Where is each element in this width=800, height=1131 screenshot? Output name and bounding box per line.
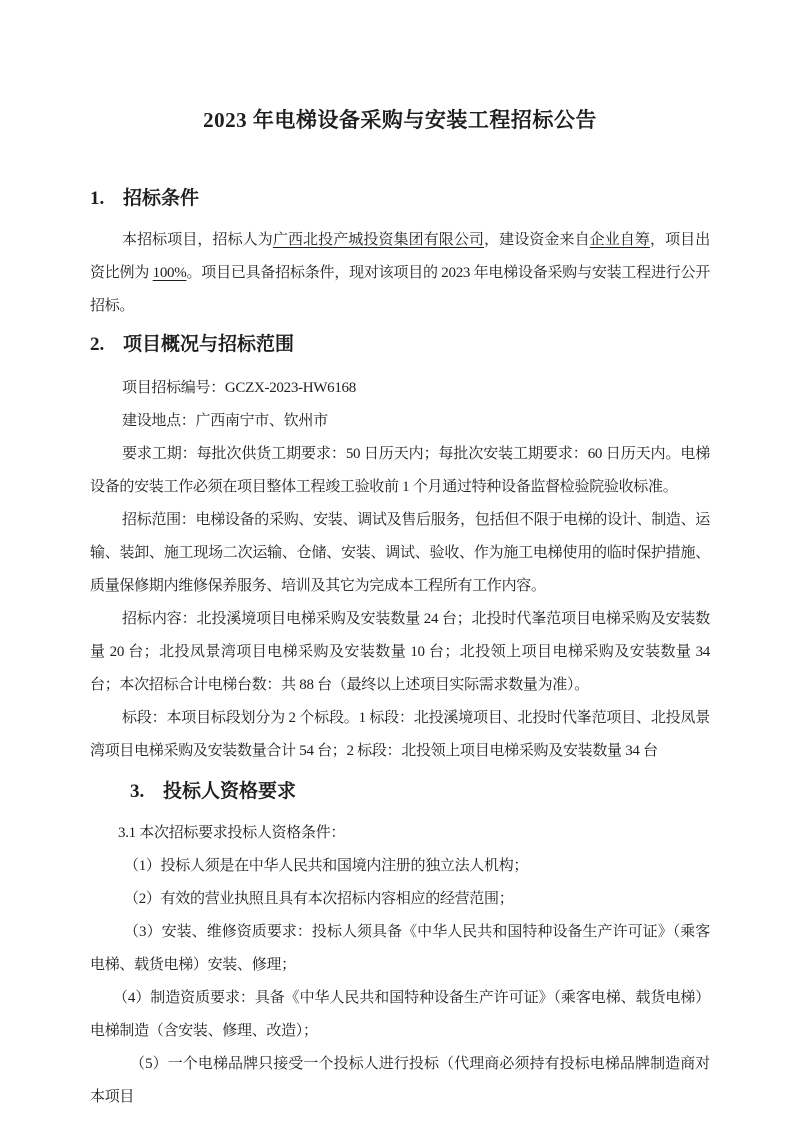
intro-text-4: 。项目已具备招标条件，现对该项目的 2023 年电梯设备采购与安装工程进行公开招标。: [90, 265, 710, 314]
funding-ratio-underlined: 100%: [152, 265, 187, 281]
section-3-number: 3.: [130, 781, 145, 802]
tender-scope-paragraph: 招标范围：电梯设备的采购、安装、调试及售后服务，包括但不限于电梯的设计、制造、运输、装卸、施工现场二次运输、仓储、安装、调试、验收、作为施工电梯使用的临时保护措施、质量保修期内维修保养服务、培训及其它为完成本工程所有工作内容。: [90, 512, 711, 594]
section-1-number: 1.: [90, 188, 105, 209]
section-1-heading-text: 招标条件: [123, 188, 200, 209]
tenderer-name-underlined: 广西北投产城投资集团有限公司: [272, 232, 485, 248]
intro-text-3: ，项目出资比例为: [90, 232, 710, 281]
project-code-paragraph: 项目招标编号：GCZX-2023-HW6168: [122, 380, 356, 396]
intro-text-2: ，建设资金来自: [484, 232, 590, 248]
qualification-item-5: （5）一个电梯品牌只接受一个投标人进行投标（代理商必须持有投标电梯品牌制造商对本项目: [90, 1056, 710, 1105]
page-title: 2023 年电梯设备采购与安装工程招标公告: [203, 108, 597, 132]
section-3-heading-text: 投标人资格要求: [163, 781, 297, 802]
section-3-heading: [130, 779, 710, 804]
tender-conditions-paragraph: [90, 224, 710, 323]
qualification-item-1: （1）投标人须是在中华人民共和国境内注册的独立法人机构；: [124, 858, 529, 874]
qualification-item-4: （4）制造资质要求：具备《中华人民共和国特种设备生产许可证》（乘客电梯、载货电梯）电梯制造（含安装、修理、改造）；: [90, 990, 710, 1039]
tender-content-paragraph: 招标内容：北投溪境项目电梯采购及安装数量 24 台；北投时代峯范项目电梯采购及安装数量 20 台；北投凤景湾项目电梯采购及安装数量 10 台；北投领上项目电梯采购及安装数量 34 台；本次招标合计电梯台数：共 88 台（最终以上述项目实际需求数量为准）。: [90, 611, 710, 693]
qualification-intro-paragraph: 3.1 本次招标要求投标人资格条件：: [118, 825, 346, 841]
section-2-heading: [90, 332, 710, 357]
qualification-item-3: （3）安装、维修资质要求：投标人须具备《中华人民共和国特种设备生产许可证》（乘客电梯、载货电梯）安装、修理；: [90, 924, 710, 973]
tender-lots-paragraph: 标段：本项目标段划分为 2 个标段。1 标段：北投溪境项目、北投时代峯范项目、北投凤景湾项目电梯采购及安装数量合计 54 台；2 标段：北投领上项目电梯采购及安装数量 34 台: [90, 710, 710, 759]
construction-location-paragraph: 建设地点：广西南宁市、钦州市: [122, 413, 328, 429]
funding-source-underlined: 企业自筹: [589, 232, 651, 248]
intro-text-1: 本招标项目，招标人为: [122, 232, 273, 248]
section-2-number: 2.: [90, 334, 105, 355]
section-2-heading-text: 项目概况与招标范围: [123, 334, 295, 355]
qualification-item-2: （2）有效的营业执照且具有本次招标内容相应的经营范围；: [124, 891, 514, 907]
section-1-heading: [90, 186, 710, 211]
schedule-requirements-paragraph: 要求工期：每批次供货工期要求：50 日历天内；每批次安装工期要求：60 日历天内。电梯设备的安装工作必须在项目整体工程竣工验收前 1 个月通过特种设备监督检验院验收标准。: [90, 446, 710, 495]
